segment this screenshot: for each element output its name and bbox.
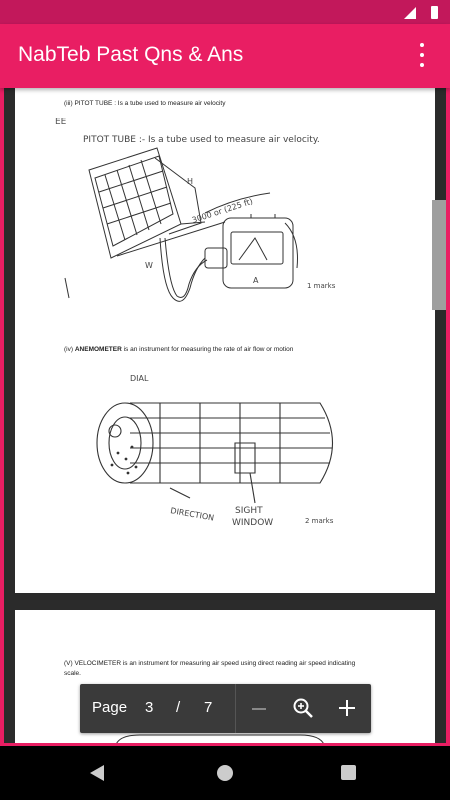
page-separator: /: [176, 699, 181, 716]
frame-border: [0, 88, 4, 745]
handwritten-note: 3000 or (225 ft): [190, 196, 255, 225]
page-control-bar: [80, 684, 371, 733]
handwritten-note: 2 marks: [305, 517, 334, 525]
more-vert-icon[interactable]: [402, 36, 442, 76]
svg-text:EE: EE: [55, 118, 67, 127]
question-text: (iv) ANEMOMETER is an instrument for measuring the rate of air flow or motion: [64, 346, 294, 353]
handwritten-note: WINDOW: [232, 518, 274, 528]
handwritten-note: A: [253, 276, 259, 285]
pdf-viewer[interactable]: [0, 88, 450, 745]
zoom-out-button[interactable]: [238, 684, 282, 733]
question-text: (iii) PITOT TUBE : Is a tube used to measure air velocity: [64, 100, 226, 107]
scrollbar-thumb[interactable]: [432, 200, 446, 310]
pitot-tube-sketch: [55, 118, 355, 338]
recent-square-icon[interactable]: [341, 765, 356, 780]
pdf-page: [15, 88, 435, 593]
handwritten-note: SIGHT: [235, 506, 263, 516]
handwritten-note: DIRECTION: [169, 506, 215, 523]
frame-border: [446, 88, 450, 745]
anemometer-sketch: [90, 373, 380, 538]
handwritten-note: 1 marks: [307, 282, 336, 290]
handwritten-note: W: [145, 261, 153, 270]
divider: [235, 684, 236, 733]
signal-icon: [404, 7, 416, 19]
total-pages: 7: [204, 699, 213, 716]
battery-icon: [431, 6, 438, 19]
plus-icon: [338, 699, 356, 717]
page-label: Page: [92, 699, 128, 716]
app-title: NabTeb Past Qns & Ans: [18, 43, 244, 66]
question-text: scale.: [64, 670, 81, 677]
handwritten-note: H: [187, 177, 194, 186]
handwritten-note: DIAL: [130, 374, 149, 383]
minus-icon: [250, 700, 268, 718]
current-page[interactable]: 3: [145, 699, 154, 716]
frame-border: [0, 743, 450, 746]
zoom-button[interactable]: [282, 684, 326, 733]
home-circle-icon[interactable]: [217, 765, 233, 781]
zoom-in-icon: [292, 697, 314, 719]
back-triangle-icon[interactable]: [90, 765, 104, 781]
zoom-in-button[interactable]: [326, 684, 370, 733]
handwritten-note: PITOT TUBE :- Is a tube used to measure air velocity.: [83, 135, 320, 145]
question-text: (V) VELOCIMETER is an instrument for measuring air speed using direct reading air speed indicating: [64, 660, 356, 667]
status-bar: [0, 0, 450, 24]
app-bar: [0, 24, 450, 88]
